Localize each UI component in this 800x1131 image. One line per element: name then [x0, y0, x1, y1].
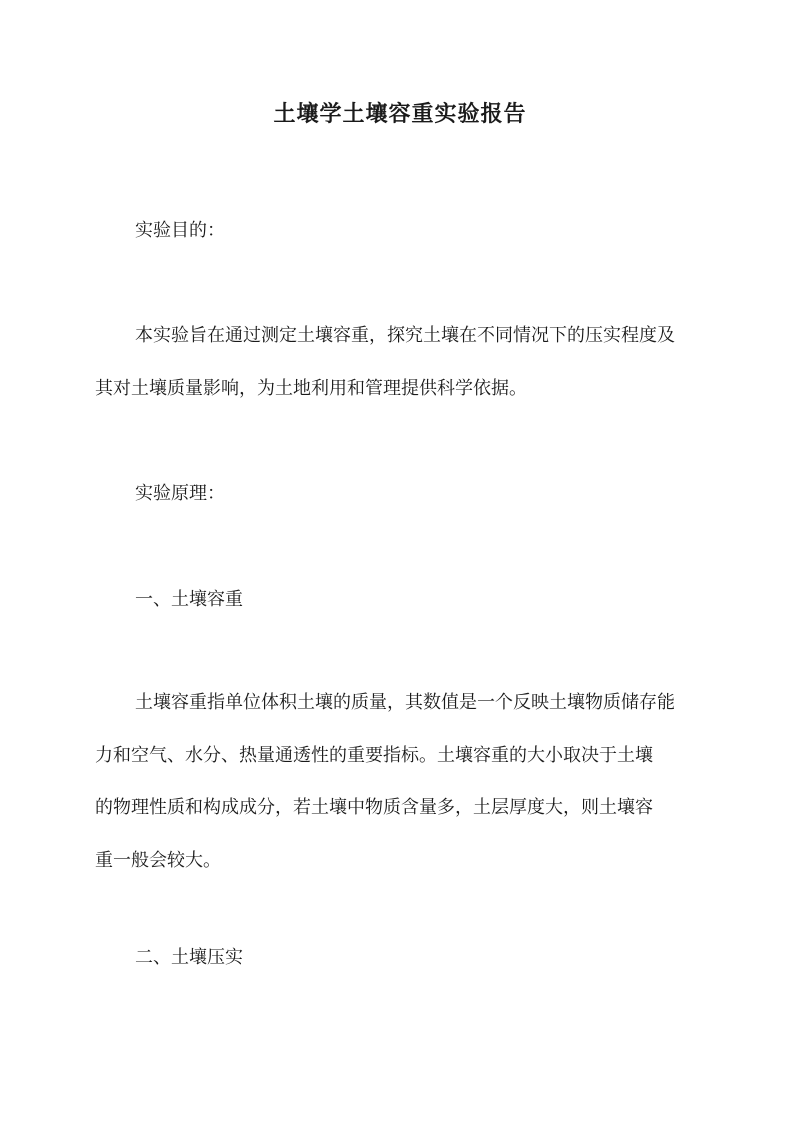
section1-heading: 一、土壤容重 — [135, 589, 243, 610]
purpose-paragraph-continuation: 其对土壤质量影响，为土地利用和管理提供科学依据。 — [95, 377, 527, 399]
section1-paragraph-continuation: 力和空气、水分、热量通透性的重要指标。土壤容重的大小取决于土壤的物理性质和构成成分，若土壤中物质含量多，土层厚度大，则土壤容重一般会较大。 — [95, 744, 653, 871]
purpose-paragraph — [95, 310, 700, 415]
principle-heading: 实验原理： — [135, 483, 225, 504]
purpose-heading: 实验目的： — [135, 220, 225, 241]
document-title: 土壤学土壤容重实验报告 — [273, 101, 527, 127]
section1-paragraph-line1: 土壤容重指单位体积土壤的质量，其数值是一个反映土壤物质储存能 — [135, 692, 675, 713]
section2-heading: 二、土壤压实 — [135, 947, 243, 968]
section1-paragraph — [95, 677, 700, 887]
purpose-paragraph-line1: 本实验旨在通过测定土壤容重，探究土壤在不同情况下的压实程度及 — [135, 325, 675, 346]
